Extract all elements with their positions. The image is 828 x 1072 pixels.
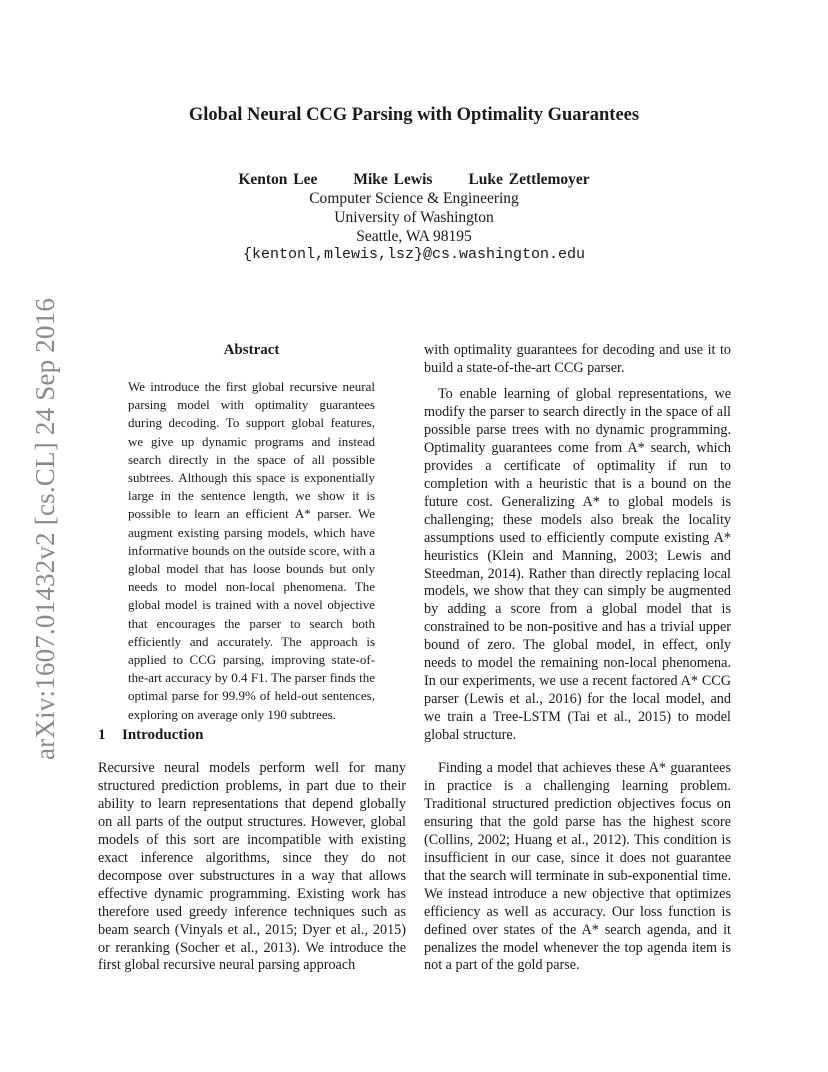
intro-paragraph: To enable learning of global representations, we modify the parser to search directly in the space of all possible parse trees with no dynamic programming. Optimality guarantees come from A* search, which provides a certificate of optimality if run to completion with a heuristic that is a bound on the future cost. Generalizing A* to global models is challenging; these models also break the locality assumptions used to efficiently compute existing A* heuristics (Klein and Manning, 2003; Lewis and Steedman, 2014). Rather than directly replacing local models, we show that they can simply be augmented by adding a score from a global model that is constrained to be non-positive and has a trivial upper bound of zero. The global model, in effect, only needs to model the remaining non-local phenomena. In our experiments, we use a recent factored A* CCG parser (Lewis et al., 2016) for the local model, and we train a Tree-LSTM (Tai et al., 2015) to model global structure. [424,386,731,744]
author-emails: {kentonl,mlewis,lsz}@cs.washington.edu [242,246,586,263]
intro-paragraph: Finding a model that achieves these A* guarantees in practice is a challenging learning problem. Traditional structured prediction objectives focus on ensuring that the gold parse has the highest score (Collins, 2002; Huang et al., 2012). This condition is insufficient in our case, since it does not guarantee that the search will terminate in sub-exponential time. We instead introduce a new objective that optimizes efficiency as well as accuracy. Our loss function is defined over states of the A* search agenda, and it penalizes the model whenever the top agenda item is not a part of the gold parse. [424,760,731,974]
section-heading [98,727,203,744]
author-list [0,171,828,189]
affiliation-line: University of Washington [334,209,494,226]
arxiv-identifier: arXiv:1607.01432v2 [cs.CL] 24 Sep 2016 [30,297,60,760]
author-name: Luke Zettlemoyer [468,171,590,188]
author-name: Mike Lewis [353,171,433,188]
affiliation-line: Computer Science & Engineering [309,190,519,207]
arxiv-sidebar [10,290,60,760]
section-number: 1 [98,727,106,743]
section-title: Introduction [122,727,204,743]
abstract-text: We introduce the first global recursive neural parsing model with optimality guarantees during decoding. To support global features, we give up dynamic programs and instead search directly in the space of all possible subtrees. Although this space is exponentially large in the sentence length, we show it is possible to learn an efficient A* parser. We augment existing parsing models, which have informative bounds on the outside score, with a global model that has loose bounds but only needs to model non-local phenomena. The global model is trained with a novel objective that encourages the parser to search both efficiently and accurately. The approach is applied to CCG parsing, improving state-of-the-art accuracy by 0.4 F1. The parser finds the optimal parse for 99.9% of held-out sentences, exploring on average only 190 subtrees. [128,379,375,722]
affiliation-line: Seattle, WA 98195 [356,228,472,245]
abstract-heading: Abstract [223,342,280,358]
intro-paragraph-continued: with optimality guarantees for decoding and use it to build a state-of-the-art CCG parser. [424,342,731,376]
intro-paragraph: Recursive neural models perform well for many structured prediction problems, in part due to their ability to learn representations that depend globally on all parts of the output structures. However, global models of this sort are incompatible with existing exact inference algorithms, since they do not decompose over substructures in a way that allows effective dynamic programming. Existing work has therefore used greedy inference techniques such as beam search (Vinyals et al., 2015; Dyer et al., 2015) or reranking (Socher et al., 2013). We introduce the first global recursive neural parsing approach [98,760,406,974]
paper-title: Global Neural CCG Parsing with Optimality Guarantees [188,105,640,125]
author-name: Kenton Lee [238,171,318,188]
